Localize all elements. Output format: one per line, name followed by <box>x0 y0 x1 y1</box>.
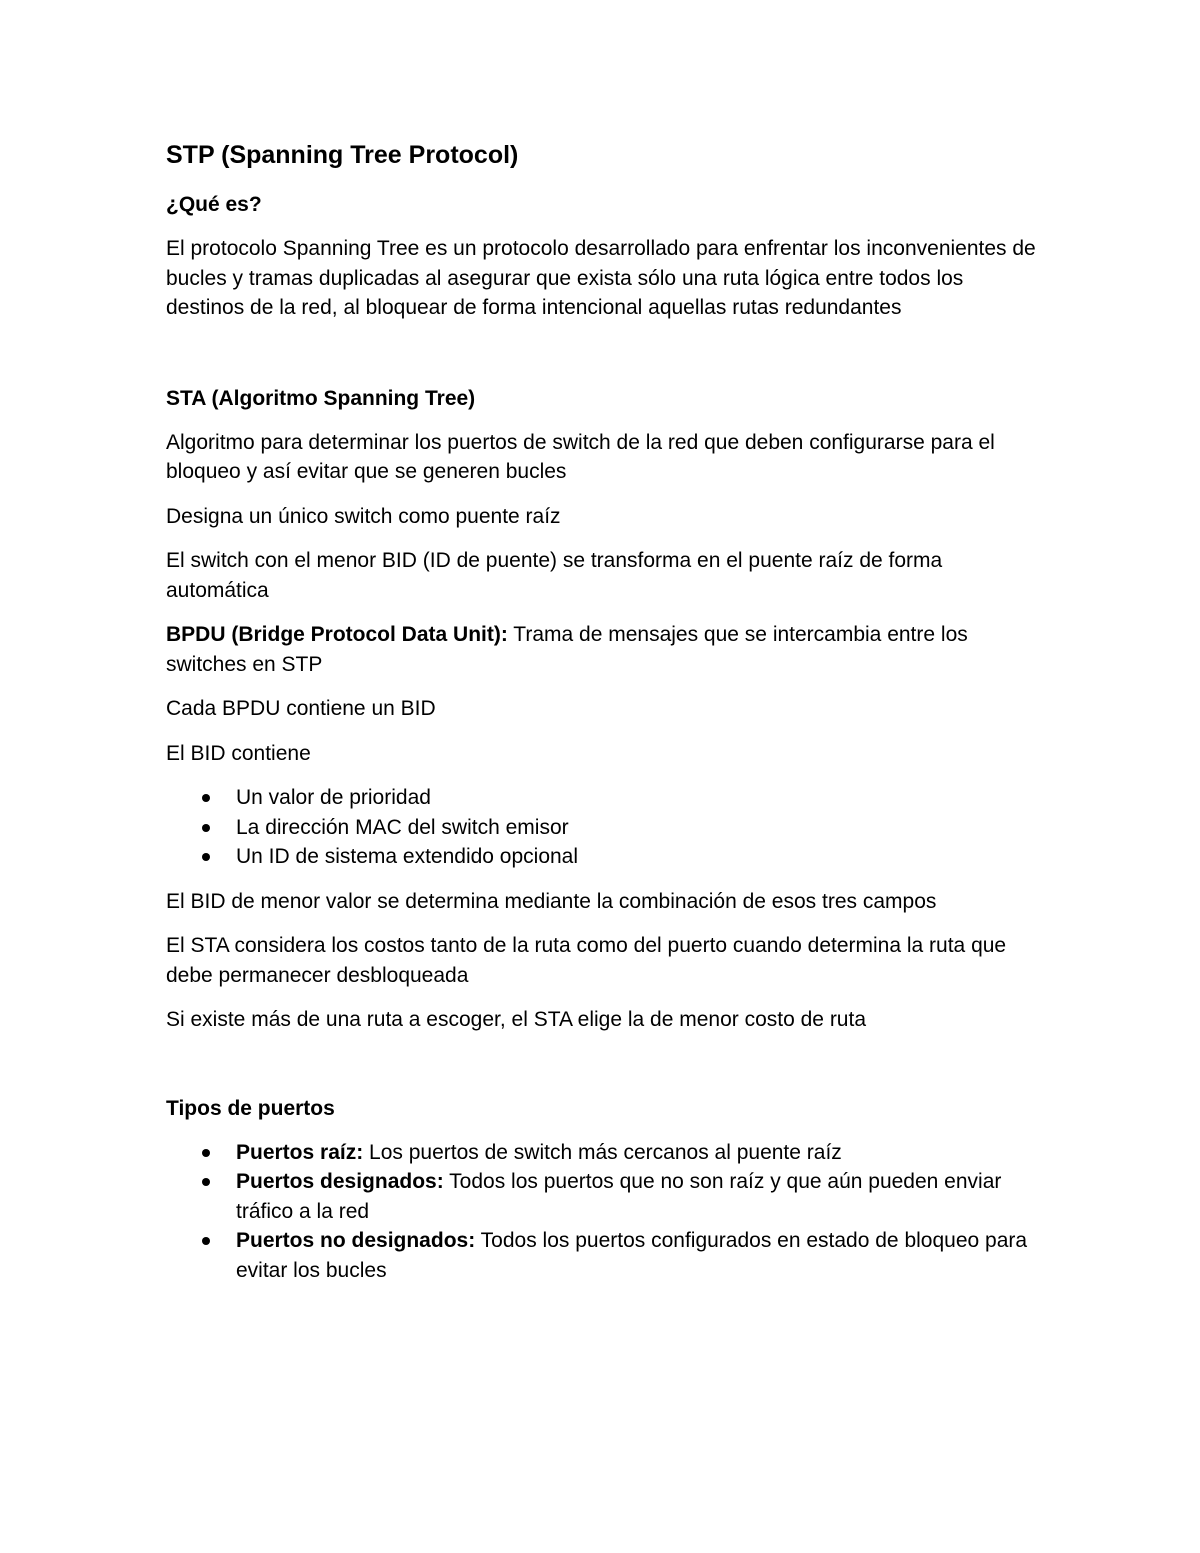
port-type-desc: Todos los puertos que no son raíz y que aún pueden enviar tráfico a la red <box>236 1170 1002 1223</box>
spacer <box>166 1050 1046 1096</box>
paragraph-sta-5: Cada BPDU contiene un BID <box>166 697 436 720</box>
port-type-desc: Todos los puertos configurados en estado de bloqueo para evitar los bucles <box>236 1229 1028 1282</box>
port-types-list <box>166 1138 1046 1286</box>
list-item: Un ID de sistema extendido opcional <box>236 842 1046 872</box>
paragraph-sta-3: El switch con el menor BID (ID de puente) se transforma en el puente raíz de forma automática <box>166 549 943 602</box>
port-type-desc: Los puertos de switch más cercanos al puente raíz <box>363 1140 842 1164</box>
paragraph-sta-1: Algoritmo para determinar los puertos de switch de la red que deben configurarse para el bloqueo y así evitar que se generen bucles <box>166 430 995 483</box>
paragraph-sta-6: El BID contiene <box>166 741 311 765</box>
port-type-term: Puertos raíz: <box>236 1140 364 1164</box>
list-item <box>236 1138 1046 1168</box>
paragraph-sta-2: Designa un único switch como puente raíz <box>166 504 561 528</box>
list-item <box>236 1226 1046 1285</box>
list-item: Un valor de prioridad <box>236 783 1046 813</box>
paragraph-bpdu <box>166 620 1046 679</box>
paragraph-definition: El protocolo Spanning Tree es un protocolo desarrollado para enfrentar los inconvenientes de bucles y tramas duplicadas al asegurar que exista sólo una ruta lógica entre todos los destinos de la red, al bloquear de forma intencional aquellas rutas redundantes <box>166 237 1036 319</box>
port-type-term: Puertos designados: <box>236 1170 444 1193</box>
list-item <box>236 1167 1046 1226</box>
port-type-term: Puertos no designados: <box>236 1229 476 1252</box>
document-title: STP (Spanning Tree Protocol) <box>166 141 519 169</box>
bpdu-term: BPDU (Bridge Protocol Data Unit): <box>166 623 508 646</box>
paragraph-sta-9: Si existe más de una ruta a escoger, el STA elige la de menor costo de ruta <box>166 1008 867 1031</box>
bid-list <box>166 783 1046 872</box>
heading-tipos-puertos: Tipos de puertos <box>166 1096 335 1120</box>
document-page <box>166 138 1046 1300</box>
paragraph-sta-8: El STA considera los costos tanto de la ruta como del puerto cuando determina la ruta que debe permanecer desbloqueada <box>166 934 1007 987</box>
bpdu-definition: Trama de mensajes que se intercambia entre los switches en STP <box>166 623 968 676</box>
heading-que-es: ¿Qué es? <box>166 193 262 216</box>
spacer <box>166 338 1046 386</box>
heading-sta: STA (Algoritmo Spanning Tree) <box>166 386 476 410</box>
paragraph-sta-7: El BID de menor valor se determina mediante la combinación de esos tres campos <box>166 889 937 913</box>
list-item: La dirección MAC del switch emisor <box>236 813 1046 843</box>
